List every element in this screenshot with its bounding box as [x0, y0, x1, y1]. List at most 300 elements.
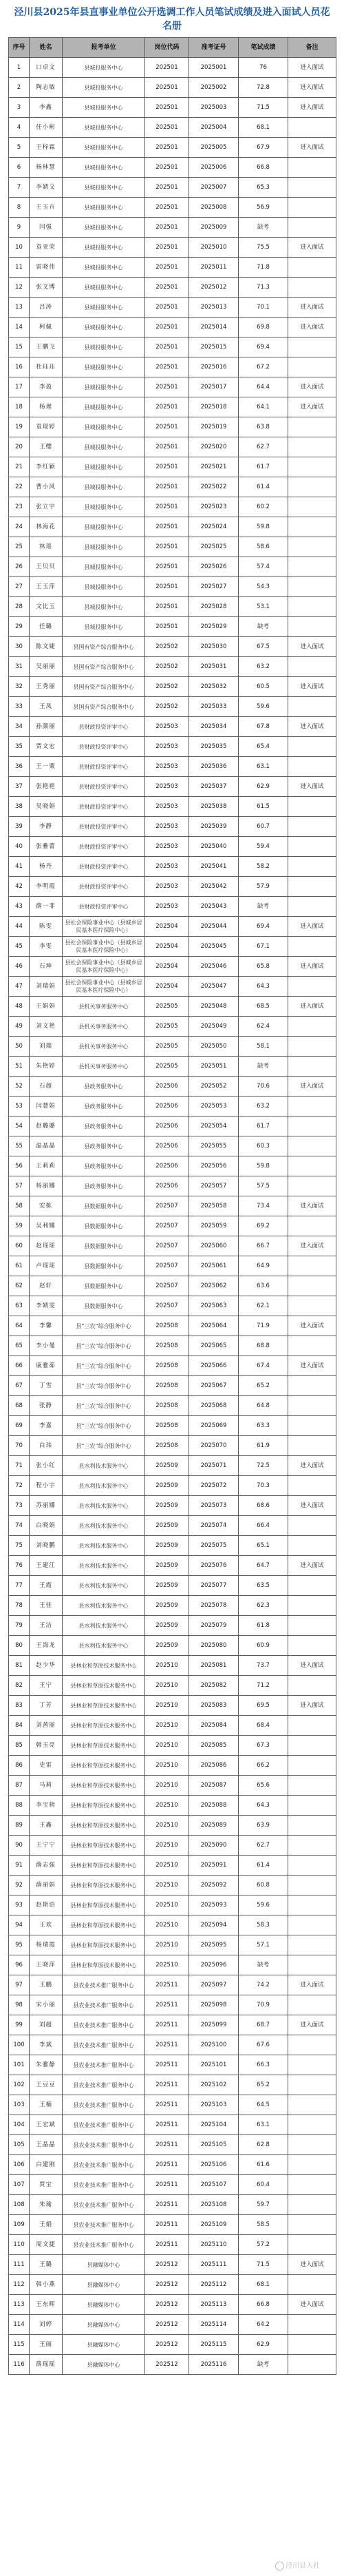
table-row — [9, 1376, 336, 1396]
row-name: 薛瑶瑶 — [30, 2355, 63, 2375]
table-row — [9, 2235, 336, 2255]
row-score: 68.1 — [239, 2275, 288, 2295]
row-score: 66.4 — [239, 1516, 288, 1536]
row-unit: 县财政投资评审中心 — [63, 817, 145, 837]
row-unit: 县城投服务中心 — [63, 58, 145, 78]
row-unit: 县城投服务中心 — [63, 357, 145, 377]
row-remark — [288, 2115, 336, 2135]
row-remark — [288, 1955, 336, 1975]
row-ticket-number: 2025014 — [189, 318, 239, 337]
row-score: 59.4 — [239, 837, 288, 857]
row-unit: 县林业和草原技术服务中心 — [63, 1756, 145, 1776]
row-remark — [288, 557, 336, 577]
table-row — [9, 777, 336, 797]
row-unit: 县城投服务中心 — [63, 298, 145, 318]
row-name: 王海龙 — [30, 1636, 63, 1656]
row-post-code: 202511 — [145, 2075, 189, 2095]
table-row — [9, 577, 336, 597]
row-score: 65.2 — [239, 1376, 288, 1396]
row-ticket-number: 2025069 — [189, 1416, 239, 1436]
row-score: 61.7 — [239, 457, 288, 477]
row-score: 72.8 — [239, 78, 288, 98]
row-name: 杨瑞霞 — [30, 1935, 63, 1955]
watermark-text: 泾川县人社 — [286, 2562, 320, 2570]
row-remark — [288, 2095, 336, 2115]
row-remark — [288, 1935, 336, 1955]
row-post-code: 202511 — [145, 1995, 189, 2015]
row-remark — [288, 258, 336, 278]
row-ticket-number: 2025108 — [189, 2195, 239, 2215]
row-remark — [288, 1396, 336, 1416]
table-row — [9, 1256, 336, 1276]
row-index: 38 — [9, 797, 30, 817]
table-row — [9, 318, 336, 337]
row-ticket-number: 2025098 — [189, 1995, 239, 2015]
row-ticket-number: 2025046 — [189, 957, 239, 977]
row-ticket-number: 2025029 — [189, 617, 239, 637]
row-remark — [288, 457, 336, 477]
row-name: 张静 — [30, 1396, 63, 1416]
row-ticket-number: 2025058 — [189, 1196, 239, 1216]
row-ticket-number: 2025064 — [189, 1316, 239, 1336]
row-unit: 县城投服务中心 — [63, 517, 145, 537]
row-post-code: 202506 — [145, 1097, 189, 1116]
row-index: 4 — [9, 118, 30, 138]
row-unit: 县政务服务中心 — [63, 1097, 145, 1116]
row-post-code: 202508 — [145, 1316, 189, 1336]
row-index: 104 — [9, 2115, 30, 2135]
row-post-code: 202510 — [145, 1696, 189, 1716]
row-post-code: 202512 — [145, 2295, 189, 2315]
row-index: 41 — [9, 857, 30, 877]
row-score: 69.8 — [239, 318, 288, 337]
row-score: 71.5 — [239, 2255, 288, 2275]
table-row — [9, 837, 336, 857]
row-ticket-number: 2025100 — [189, 2035, 239, 2055]
row-index: 116 — [9, 2355, 30, 2375]
row-score: 58.6 — [239, 537, 288, 557]
row-remark — [288, 2155, 336, 2175]
row-unit: 县城投服务中心 — [63, 138, 145, 158]
row-post-code: 202509 — [145, 1636, 189, 1656]
row-index: 94 — [9, 1915, 30, 1935]
row-post-code: 202510 — [145, 1756, 189, 1776]
row-ticket-number: 2025116 — [189, 2355, 239, 2375]
row-ticket-number: 2025086 — [189, 1756, 239, 1776]
row-score: 65.3 — [239, 178, 288, 198]
table-row — [9, 757, 336, 777]
row-name: 林瑶 — [30, 537, 63, 557]
row-remark — [288, 1876, 336, 1895]
table-row — [9, 1915, 336, 1935]
row-ticket-number: 2025010 — [189, 238, 239, 258]
row-post-code: 202503 — [145, 837, 189, 857]
row-post-code: 202501 — [145, 397, 189, 417]
row-remark — [288, 1176, 336, 1196]
row-name: 张艳艳 — [30, 777, 63, 797]
row-ticket-number: 2025068 — [189, 1396, 239, 1416]
row-remark — [288, 697, 336, 717]
row-name: 王贝贝 — [30, 557, 63, 577]
row-ticket-number: 2025039 — [189, 817, 239, 837]
row-post-code: 202510 — [145, 1656, 189, 1676]
row-index: 70 — [9, 1436, 30, 1456]
row-name: 王东晖 — [30, 2295, 63, 2315]
row-ticket-number: 2025096 — [189, 1955, 239, 1975]
row-name: 李静 — [30, 817, 63, 837]
row-remark — [288, 1136, 336, 1156]
row-name: 韩玉亮 — [30, 1736, 63, 1756]
row-remark — [288, 1256, 336, 1276]
row-ticket-number: 2025094 — [189, 1915, 239, 1935]
row-score: 70.6 — [239, 1077, 288, 1097]
row-remark — [288, 1296, 336, 1316]
row-score: 缺考 — [239, 617, 288, 637]
row-post-code: 202511 — [145, 2055, 189, 2075]
row-score: 69.2 — [239, 1216, 288, 1236]
row-score: 58.1 — [239, 1037, 288, 1057]
row-name: 张小红 — [30, 1456, 63, 1476]
row-ticket-number: 2025027 — [189, 577, 239, 597]
row-unit: 县城投服务中心 — [63, 178, 145, 198]
table-row — [9, 1656, 336, 1676]
row-ticket-number: 2025066 — [189, 1356, 239, 1376]
row-unit: 县数据服务中心 — [63, 1216, 145, 1236]
row-score: 60.9 — [239, 1636, 288, 1656]
table-row — [9, 2155, 336, 2175]
row-ticket-number: 2025095 — [189, 1935, 239, 1955]
row-index: 28 — [9, 597, 30, 617]
row-post-code: 202509 — [145, 1576, 189, 1596]
row-index: 11 — [9, 258, 30, 278]
row-score: 67.6 — [239, 2035, 288, 2055]
row-remark — [288, 1536, 336, 1556]
row-unit: 县林业和草原技术服务中心 — [63, 1696, 145, 1716]
row-score: 62.9 — [239, 2335, 288, 2355]
table-row — [9, 2335, 336, 2355]
row-unit: 县城投服务中心 — [63, 557, 145, 577]
table-row — [9, 1636, 336, 1656]
row-index: 51 — [9, 1057, 30, 1077]
row-remark — [288, 2215, 336, 2235]
row-remark — [288, 857, 336, 877]
row-score: 63.3 — [239, 1416, 288, 1436]
row-name: 王凤 — [30, 697, 63, 717]
row-name: 刘超 — [30, 2015, 63, 2035]
table-row — [9, 2055, 336, 2075]
table-row — [9, 1436, 336, 1456]
row-index: 32 — [9, 677, 30, 697]
table-row — [9, 417, 336, 437]
row-remark — [288, 1636, 336, 1656]
row-unit: 县城投服务中心 — [63, 158, 145, 178]
table-row — [9, 1476, 336, 1496]
row-name: 闫慧娟 — [30, 1097, 63, 1116]
row-ticket-number: 2025087 — [189, 1776, 239, 1796]
row-post-code: 202505 — [145, 1017, 189, 1037]
row-remark: 进入面试 — [288, 1077, 336, 1097]
row-remark — [288, 1576, 336, 1596]
row-remark — [288, 1057, 336, 1077]
table-row — [9, 1276, 336, 1296]
table-row — [9, 158, 336, 178]
row-index: 110 — [9, 2235, 30, 2255]
row-index: 99 — [9, 2015, 30, 2035]
row-index: 90 — [9, 1836, 30, 1856]
row-score: 缺考 — [239, 218, 288, 238]
row-index: 54 — [9, 1116, 30, 1136]
row-remark — [288, 1776, 336, 1796]
row-unit: 县城投服务中心 — [63, 617, 145, 637]
row-unit: 县社会保险事业中心（县城乡居民基本医疗保险中心） — [63, 957, 145, 977]
row-ticket-number: 2025037 — [189, 777, 239, 797]
table-row — [9, 1037, 336, 1057]
row-ticket-number: 2025056 — [189, 1156, 239, 1176]
row-post-code: 202501 — [145, 298, 189, 318]
row-name: 薛志强 — [30, 1856, 63, 1876]
table-row — [9, 477, 336, 497]
table-row — [9, 98, 336, 118]
row-score: 64.8 — [239, 1396, 288, 1416]
row-name: 王鹏 — [30, 1975, 63, 1995]
row-post-code: 202503 — [145, 737, 189, 757]
results-table — [8, 37, 336, 2375]
row-unit: 县“三农”综合服务中心 — [63, 1316, 145, 1336]
table-row — [9, 2195, 336, 2215]
row-post-code: 202504 — [145, 957, 189, 977]
row-ticket-number: 2025004 — [189, 118, 239, 138]
row-unit: 县融媒体中心 — [63, 2295, 145, 2315]
row-index: 78 — [9, 1596, 30, 1616]
row-post-code: 202511 — [145, 2115, 189, 2135]
row-score: 64.9 — [239, 1256, 288, 1276]
row-unit: 县农业技术推广服务中心 — [63, 2195, 145, 2215]
row-index: 33 — [9, 697, 30, 717]
row-ticket-number: 2025045 — [189, 937, 239, 957]
table-row — [9, 457, 336, 477]
row-unit: 县农业技术推广服务中心 — [63, 1975, 145, 1995]
row-score: 59.6 — [239, 697, 288, 717]
row-post-code: 202501 — [145, 497, 189, 517]
row-unit: 县融媒体中心 — [63, 2255, 145, 2275]
row-name: 吴丽丽 — [30, 657, 63, 677]
table-row — [9, 917, 336, 937]
row-remark — [288, 1616, 336, 1636]
row-index: 92 — [9, 1876, 30, 1895]
table-row — [9, 537, 336, 557]
row-remark — [288, 1037, 336, 1057]
row-ticket-number: 2025009 — [189, 218, 239, 238]
row-post-code: 202510 — [145, 1836, 189, 1856]
row-unit: 县城投服务中心 — [63, 537, 145, 557]
row-unit: 县“三农”综合服务中心 — [63, 1436, 145, 1456]
row-remark — [288, 1116, 336, 1136]
row-post-code: 202501 — [145, 557, 189, 577]
header-post-code: 岗位代码 — [145, 38, 189, 58]
row-name: 孙颜丽 — [30, 717, 63, 737]
row-ticket-number: 2025051 — [189, 1057, 239, 1077]
table-row — [9, 677, 336, 697]
row-unit: 县农业技术推广服务中心 — [63, 1995, 145, 2015]
row-name: 白玮 — [30, 1436, 63, 1456]
row-score: 69.4 — [239, 337, 288, 357]
table-row — [9, 357, 336, 377]
row-post-code: 202509 — [145, 1596, 189, 1616]
row-remark: 进入面试 — [288, 2295, 336, 2315]
row-ticket-number: 2025031 — [189, 657, 239, 677]
table-row — [9, 1316, 336, 1336]
table-row — [9, 1456, 336, 1476]
row-name: 白晓娟 — [30, 1516, 63, 1536]
row-unit: 县城投服务中心 — [63, 337, 145, 357]
row-remark — [288, 1816, 336, 1836]
row-remark: 进入面试 — [288, 777, 336, 797]
row-ticket-number: 2025025 — [189, 537, 239, 557]
table-row — [9, 1116, 336, 1136]
row-post-code: 202511 — [145, 1975, 189, 1995]
row-post-code: 202501 — [145, 537, 189, 557]
row-ticket-number: 2025083 — [189, 1696, 239, 1716]
row-ticket-number: 2025081 — [189, 1656, 239, 1676]
row-ticket-number: 2025107 — [189, 2175, 239, 2195]
row-post-code: 202503 — [145, 897, 189, 917]
row-name: 康雅茹 — [30, 1356, 63, 1376]
row-index: 52 — [9, 1077, 30, 1097]
row-index: 37 — [9, 777, 30, 797]
row-remark — [288, 477, 336, 497]
row-name: 刘晓鹏 — [30, 1536, 63, 1556]
row-ticket-number: 2025110 — [189, 2235, 239, 2255]
row-unit: 县水利技术服务中心 — [63, 1516, 145, 1536]
table-row — [9, 1097, 336, 1116]
table-row — [9, 437, 336, 457]
row-remark — [288, 2055, 336, 2075]
table-row — [9, 2315, 336, 2335]
table-row — [9, 897, 336, 917]
table-row — [9, 1057, 336, 1077]
table-row — [9, 2175, 336, 2195]
row-name: 李婧文 — [30, 178, 63, 198]
watermark — [275, 2559, 320, 2570]
row-score: 73.7 — [239, 1656, 288, 1676]
row-remark — [288, 497, 336, 517]
row-name: 刘茜丽 — [30, 1716, 63, 1736]
row-ticket-number: 2025050 — [189, 1037, 239, 1057]
row-score: 61.9 — [239, 1436, 288, 1456]
row-score: 62.7 — [239, 437, 288, 457]
row-score: 67.5 — [239, 637, 288, 657]
row-score: 63.2 — [239, 1097, 288, 1116]
row-remark: 进入面试 — [288, 1496, 336, 1516]
row-remark — [288, 617, 336, 637]
row-index: 29 — [9, 617, 30, 637]
row-score: 63.6 — [239, 1276, 288, 1296]
row-score: 59.8 — [239, 1156, 288, 1176]
table-row — [9, 2075, 336, 2095]
row-unit: 县“三农”综合服务中心 — [63, 1336, 145, 1356]
row-remark — [288, 1856, 336, 1876]
row-unit: 县数据服务中心 — [63, 1236, 145, 1256]
table-row — [9, 1616, 336, 1636]
row-name: 文比玉 — [30, 597, 63, 617]
row-score: 68.4 — [239, 1716, 288, 1736]
table-row — [9, 1396, 336, 1416]
row-index: 72 — [9, 1476, 30, 1496]
row-ticket-number: 2025078 — [189, 1596, 239, 1616]
row-score: 62.9 — [239, 777, 288, 797]
row-index: 25 — [9, 537, 30, 557]
row-post-code: 202507 — [145, 1196, 189, 1216]
row-name: 杨丹 — [30, 857, 63, 877]
table-row — [9, 1955, 336, 1975]
row-remark — [288, 1276, 336, 1296]
row-unit: 县水利技术服务中心 — [63, 1616, 145, 1636]
row-remark — [288, 2275, 336, 2295]
row-score: 67.4 — [239, 1356, 288, 1376]
row-name: 贾宝 — [30, 2175, 63, 2195]
row-index: 101 — [9, 2055, 30, 2075]
row-unit: 县农业技术推广服务中心 — [63, 2215, 145, 2235]
row-score: 66.2 — [239, 1756, 288, 1776]
table-row — [9, 2015, 336, 2035]
row-index: 88 — [9, 1796, 30, 1816]
row-index: 100 — [9, 2035, 30, 2055]
row-remark: 进入面试 — [288, 1975, 336, 1995]
row-name: 李嘉 — [30, 1416, 63, 1436]
row-score: 62.3 — [239, 1596, 288, 1616]
row-post-code: 202501 — [145, 198, 189, 218]
row-remark: 进入面试 — [288, 637, 336, 657]
row-score: 57.5 — [239, 1176, 288, 1196]
row-index: 64 — [9, 1316, 30, 1336]
row-score: 66.8 — [239, 2295, 288, 2315]
row-unit: 县城投服务中心 — [63, 278, 145, 298]
row-remark — [288, 817, 336, 837]
row-name: 王洁 — [30, 1616, 63, 1636]
row-ticket-number: 2025026 — [189, 557, 239, 577]
row-name: 李馨 — [30, 1316, 63, 1336]
row-name: 陶志敏 — [30, 78, 63, 98]
table-row — [9, 258, 336, 278]
row-remark — [288, 198, 336, 218]
row-post-code: 202506 — [145, 1156, 189, 1176]
row-score: 64.7 — [239, 1556, 288, 1576]
row-unit: 县水利技术服务中心 — [63, 1636, 145, 1656]
row-name: 丁雪 — [30, 1376, 63, 1396]
row-ticket-number: 2025092 — [189, 1876, 239, 1895]
row-unit: 县财政投资评审中心 — [63, 737, 145, 757]
row-score: 67.3 — [239, 1736, 288, 1756]
table-row — [9, 717, 336, 737]
table-row — [9, 1716, 336, 1736]
row-index: 75 — [9, 1536, 30, 1556]
row-ticket-number: 2025065 — [189, 1336, 239, 1356]
row-post-code: 202501 — [145, 118, 189, 138]
row-post-code: 202502 — [145, 657, 189, 677]
row-post-code: 202503 — [145, 817, 189, 837]
row-post-code: 202502 — [145, 637, 189, 657]
row-unit: 县农业技术推广服务中心 — [63, 2035, 145, 2055]
row-ticket-number: 2025048 — [189, 997, 239, 1017]
row-remark — [288, 1915, 336, 1935]
row-score: 64.2 — [239, 2315, 288, 2335]
row-index: 85 — [9, 1736, 30, 1756]
row-remark: 进入面试 — [288, 917, 336, 937]
row-unit: 县城投服务中心 — [63, 98, 145, 118]
row-unit: 县融媒体中心 — [63, 2335, 145, 2355]
row-name: 雷晓伟 — [30, 258, 63, 278]
row-score: 65.8 — [239, 957, 288, 977]
